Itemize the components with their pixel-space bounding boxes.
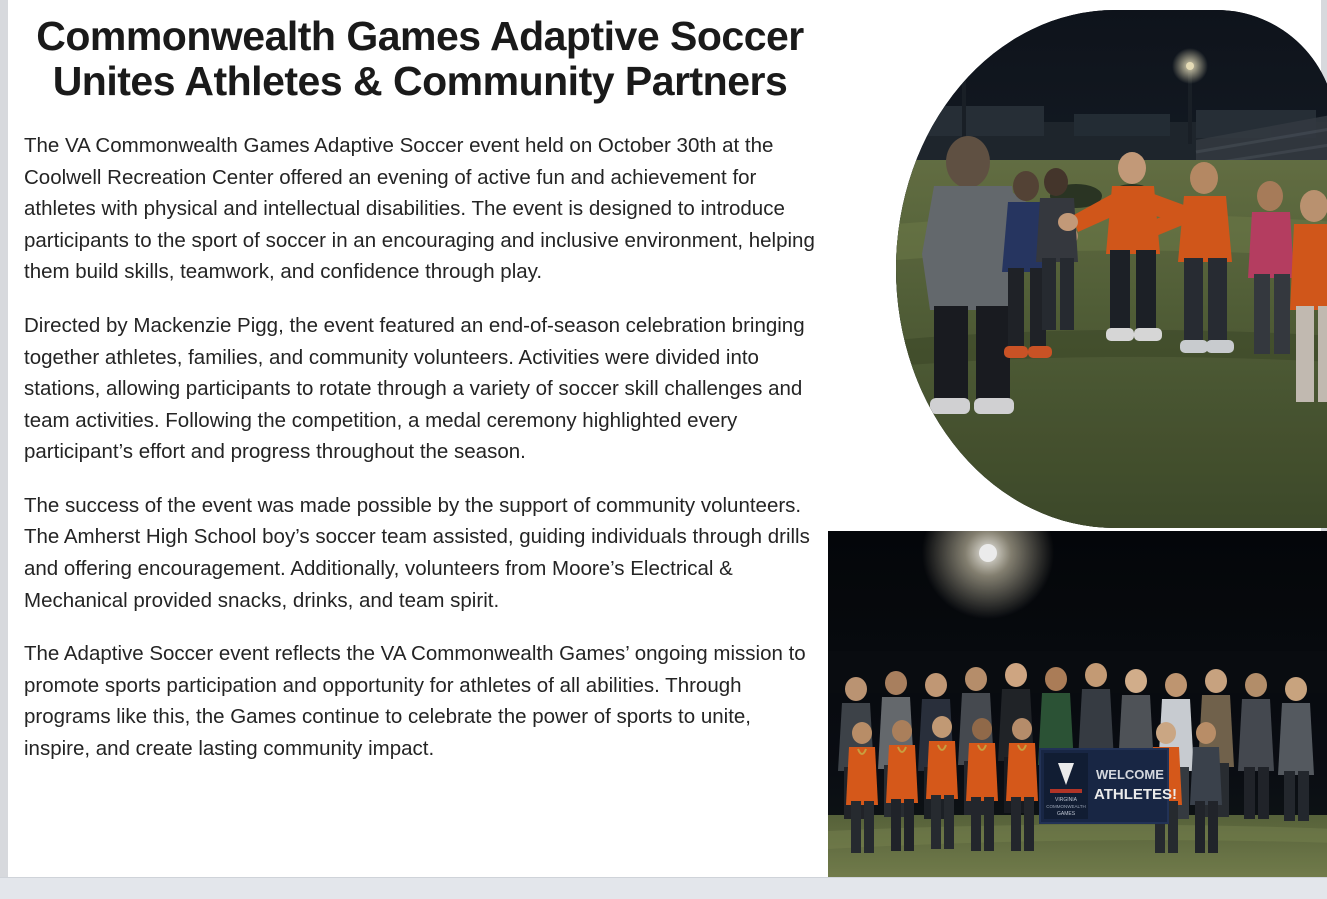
article-paragraph-3: The success of the event was made possible by the support of community volunteers. The Amherst High School boy’s soccer team assisted, guiding individuals through drills and offering encouragement. Additionally, volunteers from Moore’s Electrical & Mechanical provided snacks, drinks, and team spirit. <box>24 493 810 612</box>
article-paragraph-2: Directed by Mackenzie Pigg, the event featured an end-of-season celebration bringing together athletes, families, and community volunteers. Activities were divided into stations, allowing participants to rotate through a variety of soccer skill challenges and team activities. Following the competition, a medal ceremony highlighted every participant’s effort and progress throughout the season. <box>24 314 805 464</box>
slide-content <box>8 0 1321 877</box>
svg-text:VIRGINIA: VIRGINIA <box>1055 797 1077 803</box>
page-title: Commonwealth Games Adaptive Soccer Unites Athletes & Community Partners <box>36 13 804 105</box>
svg-text:COMMONWEALTH: COMMONWEALTH <box>1046 804 1086 809</box>
svg-text:WELCOME: WELCOME <box>1096 767 1164 782</box>
bottom-photo-illustration <box>828 531 1327 877</box>
top-photo-illustration <box>896 10 1327 528</box>
article-text-column <box>16 14 824 764</box>
adaptive-soccer-highfive-photo <box>896 10 1327 528</box>
article-paragraph-4: The Adaptive Soccer event reflects the VA Commonwealth Games’ ongoing mission to promote sports participation and opportunity for athletes of all abilities. Through programs like this, the Games continue to celebrate the power of sports to unite, inspire, and create lasting community impact. <box>24 642 806 760</box>
svg-text:ATHLETES!: ATHLETES! <box>1094 786 1178 803</box>
team-group-banner-photo <box>828 531 1327 877</box>
page-left-edge <box>0 0 8 899</box>
article-paragraph-1: The VA Commonwealth Games Adaptive Soccer event held on October 30th at the Coolwell Recreation Center offered an evening of active fun and achievement for athletes with physical and intellectual disabilities. The event is designed to introduce participants to the sport of soccer in an encouraging and inclusive environment, helping them build skills, teamwork, and confidence through play. <box>24 134 815 284</box>
page-bottom-strip <box>0 877 1327 899</box>
svg-text:GAMES: GAMES <box>1056 811 1076 817</box>
